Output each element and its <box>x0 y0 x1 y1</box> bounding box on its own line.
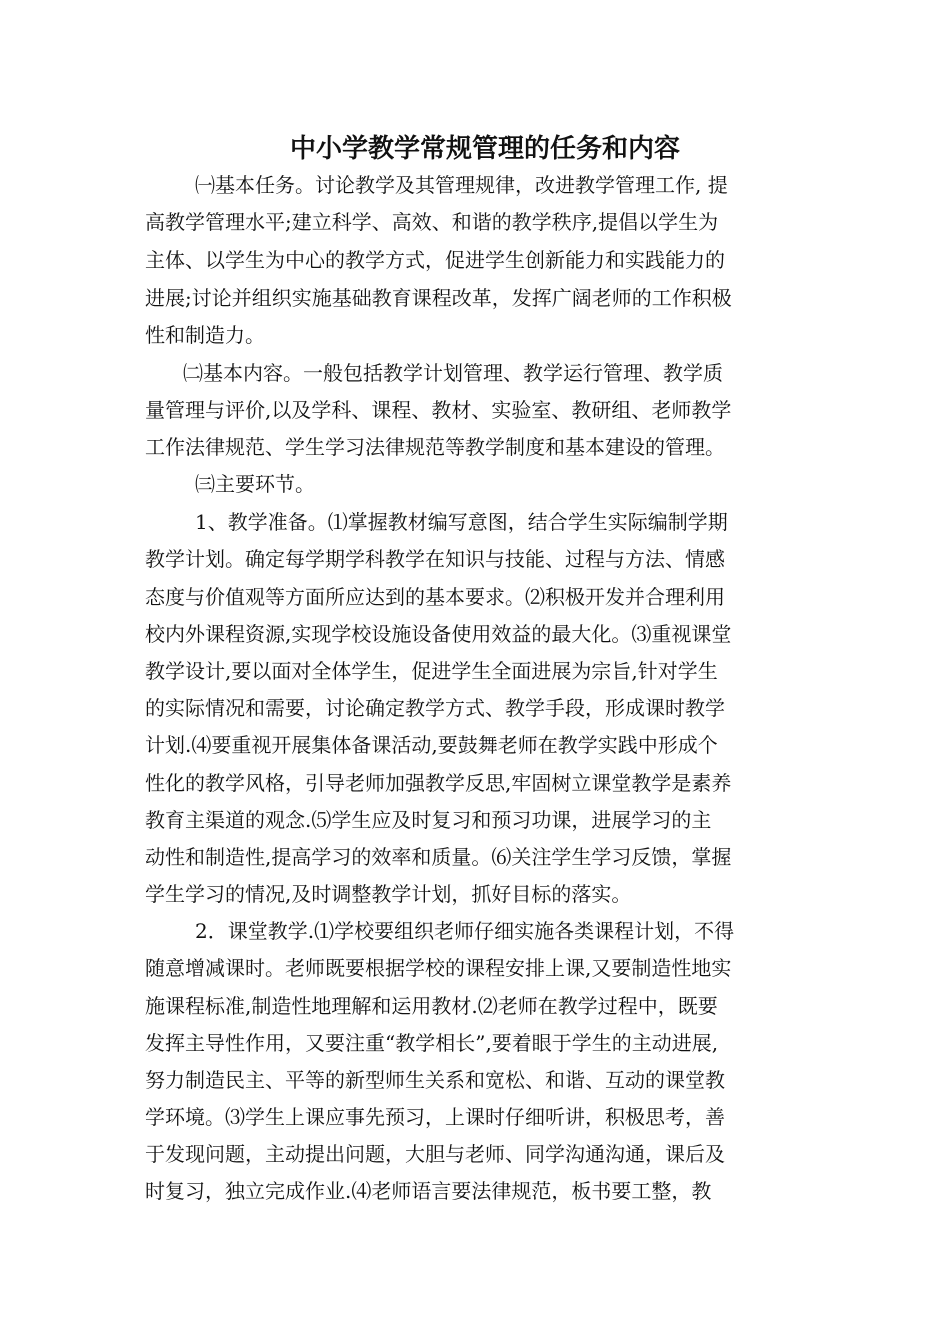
paragraph-line: 进展;讨论并组织实施基础教育课程改革，发挥广阔老师的工作积极 <box>145 286 732 310</box>
paragraph-line: 于发现问题，主动提出问题，大胆与老师、同学沟通沟通，课后及 <box>145 1142 725 1166</box>
paragraph-line: 态度与价值观等方面所应达到的基本要求。⑵积极开发并合理利用 <box>145 585 725 609</box>
paragraph-line: 性化的教学风格，引导老师加强教学反思,牢固树立课堂教学是素养 <box>145 771 732 795</box>
paragraph-line: 动性和制造性,提高学习的效率和质量。⑹关注学生学习反馈，掌握 <box>145 845 732 869</box>
paragraph-line: 学环境。⑶学生上课应事先预习，上课时仔细听讲，积极思考，善 <box>145 1105 725 1129</box>
paragraph-line: 高教学管理水平;建立科学、高效、和谐的教学秩序,提倡以学生为 <box>145 210 719 234</box>
paragraph-line: 校内外课程资源,实现学校设施设备使用效益的最大化。⑶重视课堂 <box>145 622 732 646</box>
paragraph-line: 施课程标准,制造性地理解和运用教材.⑵老师在教学过程中，既要 <box>145 994 718 1018</box>
paragraph-line: 学生学习的情况,及时调整教学计划，抓好目标的落实。 <box>145 882 632 906</box>
paragraph-line: ㈡基本内容。一般包括教学计划管理、教学运行管理、教学质 <box>183 361 723 385</box>
paragraph-line: 教学设计,要以面对全体学生，促进学生全面进展为宗旨,针对学生 <box>145 659 718 683</box>
paragraph-line: 教学计划。确定每学期学科教学在知识与技能、过程与方法、情感 <box>145 547 725 571</box>
paragraph-line: ㈠基本任务。讨论教学及其管理规律，改进教学管理工作, 提 <box>195 173 728 197</box>
page-title: 中小学教学常规管理的任务和内容 <box>290 134 681 164</box>
paragraph-line: 主体、以学生为中心的教学方式，促进学生创新能力和实践能力的 <box>145 248 725 272</box>
paragraph-line: 工作法律规范、学生学习法律规范等教学制度和基本建设的管理。 <box>145 435 725 459</box>
paragraph-line: 2．课堂教学.⑴学校要组织老师仔细实施各类课程计划，不得 <box>195 919 735 943</box>
paragraph-line: 计划.⑷要重视开展集体备课活动,要鼓舞老师在教学实践中形成个 <box>145 733 718 757</box>
paragraph-line: 教育主渠道的观念.⑸学生应及时复习和预习功课，进展学习的主 <box>145 808 712 832</box>
paragraph-line: 性和制造力。 <box>145 323 265 347</box>
paragraph-line: 发挥主导性作用，又要注重“教学相长”,要着眼于学生的主动进展, <box>145 1031 719 1055</box>
paragraph-line: 努力制造民主、平等的新型师生关系和宽松、和谐、互动的课堂教 <box>145 1068 725 1092</box>
paragraph-line: 随意增减课时。老师既要根据学校的课程安排上课,又要制造性地实 <box>145 956 732 980</box>
paragraph-line: 时复习，独立完成作业.⑷老师语言要法律规范，板书要工整，教 <box>145 1179 712 1203</box>
paragraph-line: 1、教学准备。⑴掌握教材编写意图，结合学生实际编制学期 <box>195 510 728 534</box>
section-heading: ㈢主要环节。 <box>195 472 315 496</box>
paragraph-line: 的实际情况和需要，讨论确定教学方式、教学手段，形成课时教学 <box>145 696 725 720</box>
paragraph-line: 量管理与评价,以及学科、课程、教材、实验室、教研组、老师教学 <box>145 398 732 422</box>
